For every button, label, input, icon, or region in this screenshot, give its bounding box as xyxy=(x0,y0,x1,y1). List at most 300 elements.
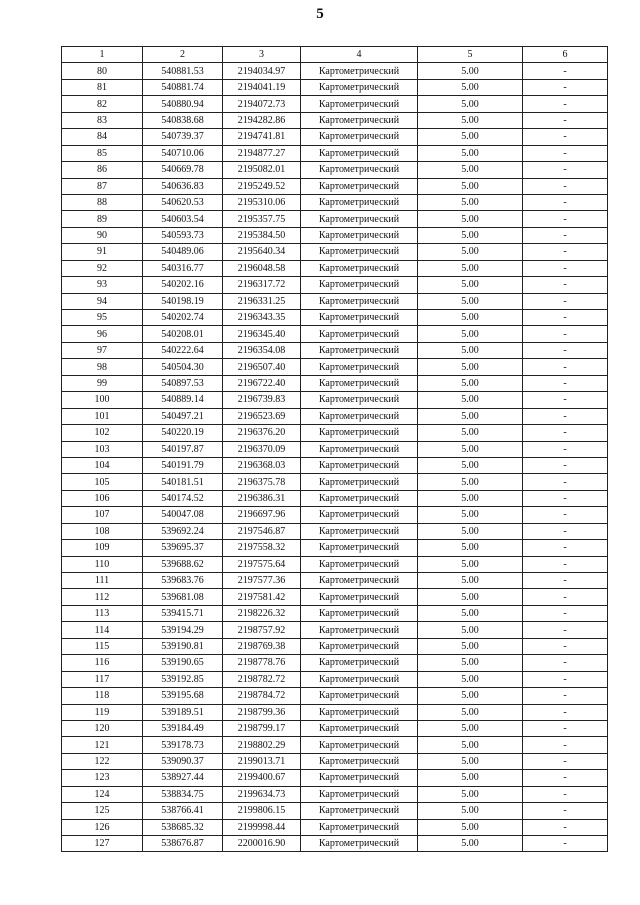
table-row xyxy=(62,79,608,95)
table-cell: 540710.06 xyxy=(143,145,223,161)
table-cell: 540316.77 xyxy=(143,260,223,276)
table-cell: - xyxy=(523,490,608,506)
column-header: 2 xyxy=(143,47,223,63)
table-cell: 84 xyxy=(62,129,143,145)
table-cell: 5.00 xyxy=(418,392,523,408)
table-cell: 85 xyxy=(62,145,143,161)
table-cell: 2198757.92 xyxy=(223,622,301,638)
table-header xyxy=(62,47,608,63)
table-row xyxy=(62,293,608,309)
table-cell: 5.00 xyxy=(418,260,523,276)
table-row xyxy=(62,96,608,112)
table-cell: 97 xyxy=(62,342,143,358)
table-cell: Картометрический xyxy=(301,638,418,654)
table-row xyxy=(62,63,608,79)
table-cell: 5.00 xyxy=(418,227,523,243)
table-cell: 103 xyxy=(62,441,143,457)
table-cell: Картометрический xyxy=(301,342,418,358)
table-cell: 2199806.15 xyxy=(223,803,301,819)
table-row xyxy=(62,836,608,852)
table-cell: 5.00 xyxy=(418,310,523,326)
table-cell: 94 xyxy=(62,293,143,309)
table-cell: - xyxy=(523,638,608,654)
table-cell: 539415.71 xyxy=(143,605,223,621)
table-row xyxy=(62,129,608,145)
table-cell: Картометрический xyxy=(301,704,418,720)
table-cell: - xyxy=(523,425,608,441)
table-cell: 5.00 xyxy=(418,277,523,293)
table-cell: 108 xyxy=(62,523,143,539)
table-cell: - xyxy=(523,310,608,326)
table-cell: 2197577.36 xyxy=(223,573,301,589)
table-cell: 540739.37 xyxy=(143,129,223,145)
table-row xyxy=(62,638,608,654)
table-cell: 5.00 xyxy=(418,490,523,506)
table-cell: Картометрический xyxy=(301,162,418,178)
table-row xyxy=(62,162,608,178)
table-cell: 105 xyxy=(62,474,143,490)
table-row xyxy=(62,112,608,128)
table-cell: 81 xyxy=(62,79,143,95)
table-cell: 5.00 xyxy=(418,79,523,95)
table-cell: 102 xyxy=(62,425,143,441)
table-cell: 5.00 xyxy=(418,162,523,178)
table-cell: 540881.74 xyxy=(143,79,223,95)
table-row xyxy=(62,589,608,605)
table-cell: 539195.68 xyxy=(143,688,223,704)
table-cell: 5.00 xyxy=(418,293,523,309)
table-cell: 5.00 xyxy=(418,63,523,79)
table-cell: 2198799.17 xyxy=(223,720,301,736)
table-row xyxy=(62,260,608,276)
table-row xyxy=(62,342,608,358)
table-row xyxy=(62,326,608,342)
table-cell: 539194.29 xyxy=(143,622,223,638)
table-cell: 2198778.76 xyxy=(223,655,301,671)
table-cell: Картометрический xyxy=(301,836,418,852)
table-cell: 539692.24 xyxy=(143,523,223,539)
table-cell: 117 xyxy=(62,671,143,687)
table-cell: 5.00 xyxy=(418,408,523,424)
table-cell: 106 xyxy=(62,490,143,506)
table-cell: 98 xyxy=(62,359,143,375)
table-cell: Картометрический xyxy=(301,244,418,260)
table-cell: - xyxy=(523,589,608,605)
table-cell: 540047.08 xyxy=(143,507,223,523)
table-cell: 2196386.31 xyxy=(223,490,301,506)
column-header: 1 xyxy=(62,47,143,63)
table-cell: - xyxy=(523,786,608,802)
table-cell: Картометрический xyxy=(301,589,418,605)
table-cell: 539695.37 xyxy=(143,540,223,556)
table-row xyxy=(62,474,608,490)
table-cell: 5.00 xyxy=(418,145,523,161)
table-cell: 5.00 xyxy=(418,589,523,605)
table-row xyxy=(62,425,608,441)
table-cell: Картометрический xyxy=(301,605,418,621)
table-cell: Картометрический xyxy=(301,178,418,194)
table-cell: - xyxy=(523,704,608,720)
table-cell: 2194282.86 xyxy=(223,112,301,128)
table-cell: - xyxy=(523,671,608,687)
table-cell: 119 xyxy=(62,704,143,720)
table-cell: Картометрический xyxy=(301,293,418,309)
table-cell: - xyxy=(523,96,608,112)
table-cell: 2194072.73 xyxy=(223,96,301,112)
table-cell: 110 xyxy=(62,556,143,572)
table-cell: 540881.53 xyxy=(143,63,223,79)
table-cell: 540220.19 xyxy=(143,425,223,441)
table-cell: 121 xyxy=(62,737,143,753)
table-cell: 95 xyxy=(62,310,143,326)
table-cell: 5.00 xyxy=(418,688,523,704)
table-cell: Картометрический xyxy=(301,688,418,704)
table-cell: 107 xyxy=(62,507,143,523)
table-row xyxy=(62,622,608,638)
table-cell: 5.00 xyxy=(418,638,523,654)
table-cell: 2196354.08 xyxy=(223,342,301,358)
table-cell: 123 xyxy=(62,770,143,786)
table-cell: Картометрический xyxy=(301,359,418,375)
table-cell: - xyxy=(523,145,608,161)
table-cell: Картометрический xyxy=(301,523,418,539)
table-cell: 540174.52 xyxy=(143,490,223,506)
table-cell: 2196370.09 xyxy=(223,441,301,457)
table-cell: 2196376.20 xyxy=(223,425,301,441)
table-cell: 538685.32 xyxy=(143,819,223,835)
table-row xyxy=(62,408,608,424)
table-cell: 539178.73 xyxy=(143,737,223,753)
table-row xyxy=(62,441,608,457)
table-cell: 2198226.32 xyxy=(223,605,301,621)
table-cell: - xyxy=(523,227,608,243)
table-cell: 2196317.72 xyxy=(223,277,301,293)
table-cell: 540669.78 xyxy=(143,162,223,178)
table-cell: 93 xyxy=(62,277,143,293)
column-header: 4 xyxy=(301,47,418,63)
table-cell: - xyxy=(523,260,608,276)
table-cell: 5.00 xyxy=(418,523,523,539)
table-row xyxy=(62,803,608,819)
table-cell: - xyxy=(523,79,608,95)
table-cell: 539190.65 xyxy=(143,655,223,671)
table-cell: Картометрический xyxy=(301,556,418,572)
table-cell: 2196507.40 xyxy=(223,359,301,375)
table-cell: 539681.08 xyxy=(143,589,223,605)
table-cell: 2196368.03 xyxy=(223,457,301,473)
table-cell: 2198769.38 xyxy=(223,638,301,654)
table-cell: 2199998.44 xyxy=(223,819,301,835)
table-cell: 5.00 xyxy=(418,704,523,720)
table-row xyxy=(62,819,608,835)
table-cell: 5.00 xyxy=(418,342,523,358)
table-row xyxy=(62,737,608,753)
table-cell: 126 xyxy=(62,819,143,835)
table-cell: Картометрический xyxy=(301,425,418,441)
table-cell: 2195384.50 xyxy=(223,227,301,243)
page-number: 5 xyxy=(316,6,324,22)
table-cell: 5.00 xyxy=(418,326,523,342)
table-cell: 540198.19 xyxy=(143,293,223,309)
table-cell: 5.00 xyxy=(418,770,523,786)
table-cell: 539189.51 xyxy=(143,704,223,720)
table-cell: 122 xyxy=(62,753,143,769)
table-cell: 539190.81 xyxy=(143,638,223,654)
table-cell: 540181.51 xyxy=(143,474,223,490)
table-cell: - xyxy=(523,359,608,375)
table-cell: - xyxy=(523,523,608,539)
table-cell: 87 xyxy=(62,178,143,194)
table-cell: 5.00 xyxy=(418,671,523,687)
table-cell: Картометрический xyxy=(301,408,418,424)
table-cell: 5.00 xyxy=(418,819,523,835)
table-cell: 539184.49 xyxy=(143,720,223,736)
table-cell: 2196739.83 xyxy=(223,392,301,408)
table-cell: 540208.01 xyxy=(143,326,223,342)
table-cell: 125 xyxy=(62,803,143,819)
table-row xyxy=(62,540,608,556)
table-cell: - xyxy=(523,573,608,589)
table-cell: 5.00 xyxy=(418,457,523,473)
table-cell: 540593.73 xyxy=(143,227,223,243)
table-cell: Картометрический xyxy=(301,326,418,342)
table-cell: 100 xyxy=(62,392,143,408)
table-cell: 101 xyxy=(62,408,143,424)
table-cell: 2194034.97 xyxy=(223,63,301,79)
table-cell: 2199013.71 xyxy=(223,753,301,769)
table-cell: 115 xyxy=(62,638,143,654)
table-cell: - xyxy=(523,474,608,490)
table-row xyxy=(62,770,608,786)
table-cell: 91 xyxy=(62,244,143,260)
table-cell: 5.00 xyxy=(418,720,523,736)
table-cell: Картометрический xyxy=(301,540,418,556)
table-cell: Картометрический xyxy=(301,392,418,408)
table-row xyxy=(62,145,608,161)
table-cell: 5.00 xyxy=(418,507,523,523)
table-cell: - xyxy=(523,244,608,260)
table-cell: 2198784.72 xyxy=(223,688,301,704)
table-cell: Картометрический xyxy=(301,211,418,227)
table-cell: 83 xyxy=(62,112,143,128)
table-row xyxy=(62,490,608,506)
table-cell: - xyxy=(523,753,608,769)
table-cell: 113 xyxy=(62,605,143,621)
table-cell: 86 xyxy=(62,162,143,178)
table-row xyxy=(62,523,608,539)
table-cell: - xyxy=(523,441,608,457)
table-cell: - xyxy=(523,162,608,178)
table-cell: 538834.75 xyxy=(143,786,223,802)
table-row xyxy=(62,573,608,589)
table-cell: 5.00 xyxy=(418,211,523,227)
table-cell: 99 xyxy=(62,375,143,391)
table-row xyxy=(62,211,608,227)
table-cell: 540880.94 xyxy=(143,96,223,112)
table-cell: - xyxy=(523,819,608,835)
table-cell: - xyxy=(523,803,608,819)
table-cell: Картометрический xyxy=(301,507,418,523)
table-cell: Картометрический xyxy=(301,277,418,293)
table-cell: Картометрический xyxy=(301,260,418,276)
table-cell: Картометрический xyxy=(301,770,418,786)
table-cell: 82 xyxy=(62,96,143,112)
table-cell: 540838.68 xyxy=(143,112,223,128)
table-cell: Картометрический xyxy=(301,490,418,506)
table-row xyxy=(62,194,608,210)
table-cell: - xyxy=(523,605,608,621)
table-cell: Картометрический xyxy=(301,720,418,736)
table-cell: Картометрический xyxy=(301,786,418,802)
table-cell: - xyxy=(523,770,608,786)
table-cell: 5.00 xyxy=(418,96,523,112)
table-cell: 540222.64 xyxy=(143,342,223,358)
table-cell: 5.00 xyxy=(418,178,523,194)
table-cell: - xyxy=(523,277,608,293)
table-cell: 2196048.58 xyxy=(223,260,301,276)
table-cell: - xyxy=(523,392,608,408)
table-cell: Картометрический xyxy=(301,96,418,112)
table-cell: 2198802.29 xyxy=(223,737,301,753)
table-cell: Картометрический xyxy=(301,655,418,671)
table-cell: Картометрический xyxy=(301,227,418,243)
table-cell: 5.00 xyxy=(418,375,523,391)
table-cell: - xyxy=(523,326,608,342)
table-row xyxy=(62,178,608,194)
column-header: 3 xyxy=(223,47,301,63)
table-cell: 2197581.42 xyxy=(223,589,301,605)
table-cell: 2194041.19 xyxy=(223,79,301,95)
table-row xyxy=(62,244,608,260)
table-cell: 127 xyxy=(62,836,143,852)
table-cell: 5.00 xyxy=(418,622,523,638)
table-row xyxy=(62,375,608,391)
table-cell: Картометрический xyxy=(301,441,418,457)
table-cell: 2198782.72 xyxy=(223,671,301,687)
table-cell: Картометрический xyxy=(301,457,418,473)
table-cell: 539683.76 xyxy=(143,573,223,589)
table-cell: - xyxy=(523,293,608,309)
table-cell: 540504.30 xyxy=(143,359,223,375)
table-cell: 2196375.78 xyxy=(223,474,301,490)
table-cell: 540197.87 xyxy=(143,441,223,457)
table-cell: 5.00 xyxy=(418,803,523,819)
table-cell: 120 xyxy=(62,720,143,736)
table-cell: - xyxy=(523,375,608,391)
table-cell: - xyxy=(523,129,608,145)
table-cell: 540191.79 xyxy=(143,457,223,473)
table-row xyxy=(62,720,608,736)
table-cell: 2197558.32 xyxy=(223,540,301,556)
table-cell: 540497.21 xyxy=(143,408,223,424)
table-row xyxy=(62,392,608,408)
table-cell: 540889.14 xyxy=(143,392,223,408)
table-cell: 2199400.67 xyxy=(223,770,301,786)
table-cell: 2196523.69 xyxy=(223,408,301,424)
table-cell: Картометрический xyxy=(301,819,418,835)
table-cell: - xyxy=(523,211,608,227)
table-row xyxy=(62,671,608,687)
table-cell: 538766.41 xyxy=(143,803,223,819)
table-cell: 5.00 xyxy=(418,540,523,556)
table-cell: Картометрический xyxy=(301,63,418,79)
table-cell: 2197546.87 xyxy=(223,523,301,539)
table-cell: - xyxy=(523,63,608,79)
table-cell: 5.00 xyxy=(418,655,523,671)
table-cell: 5.00 xyxy=(418,737,523,753)
table-cell: 540603.54 xyxy=(143,211,223,227)
table-cell: 2195249.52 xyxy=(223,178,301,194)
table-cell: Картометрический xyxy=(301,79,418,95)
table-cell: 2199634.73 xyxy=(223,786,301,802)
column-header: 6 xyxy=(523,47,608,63)
table-cell: 2200016.90 xyxy=(223,836,301,852)
table-row xyxy=(62,457,608,473)
table-row xyxy=(62,310,608,326)
table-cell: - xyxy=(523,540,608,556)
table-cell: 90 xyxy=(62,227,143,243)
table-body xyxy=(62,63,608,852)
table-cell: - xyxy=(523,342,608,358)
table-cell: 540202.16 xyxy=(143,277,223,293)
table-cell: 2196331.25 xyxy=(223,293,301,309)
table-row xyxy=(62,227,608,243)
table-row xyxy=(62,704,608,720)
table-cell: 2196343.35 xyxy=(223,310,301,326)
table-cell: 540897.53 xyxy=(143,375,223,391)
table-cell: 5.00 xyxy=(418,605,523,621)
table-cell: - xyxy=(523,836,608,852)
table-cell: 114 xyxy=(62,622,143,638)
table-row xyxy=(62,507,608,523)
table-row xyxy=(62,753,608,769)
table-cell: 5.00 xyxy=(418,836,523,852)
table-cell: 2194877.27 xyxy=(223,145,301,161)
table-row xyxy=(62,277,608,293)
table-cell: - xyxy=(523,655,608,671)
table-cell: 2196345.40 xyxy=(223,326,301,342)
table-cell: - xyxy=(523,194,608,210)
table-cell: 116 xyxy=(62,655,143,671)
column-header: 5 xyxy=(418,47,523,63)
table-cell: Картометрический xyxy=(301,194,418,210)
table-cell: - xyxy=(523,737,608,753)
table-cell: 2195082.01 xyxy=(223,162,301,178)
table-cell: 112 xyxy=(62,589,143,605)
table-cell: 111 xyxy=(62,573,143,589)
table-cell: Картометрический xyxy=(301,671,418,687)
table-cell: 5.00 xyxy=(418,194,523,210)
table-cell: 5.00 xyxy=(418,112,523,128)
table-cell: 539688.62 xyxy=(143,556,223,572)
table-cell: 5.00 xyxy=(418,556,523,572)
table-cell: 540636.83 xyxy=(143,178,223,194)
table-cell: - xyxy=(523,507,608,523)
table-cell: 5.00 xyxy=(418,244,523,260)
table-cell: - xyxy=(523,112,608,128)
table-cell: Картометрический xyxy=(301,129,418,145)
table-cell: - xyxy=(523,556,608,572)
table-cell: 124 xyxy=(62,786,143,802)
table-cell: 5.00 xyxy=(418,573,523,589)
table-cell: 5.00 xyxy=(418,786,523,802)
table-cell: - xyxy=(523,688,608,704)
table-header-row xyxy=(62,47,608,63)
table-cell: - xyxy=(523,457,608,473)
table-cell: - xyxy=(523,178,608,194)
table-cell: Картометрический xyxy=(301,112,418,128)
table-cell: 2196722.40 xyxy=(223,375,301,391)
